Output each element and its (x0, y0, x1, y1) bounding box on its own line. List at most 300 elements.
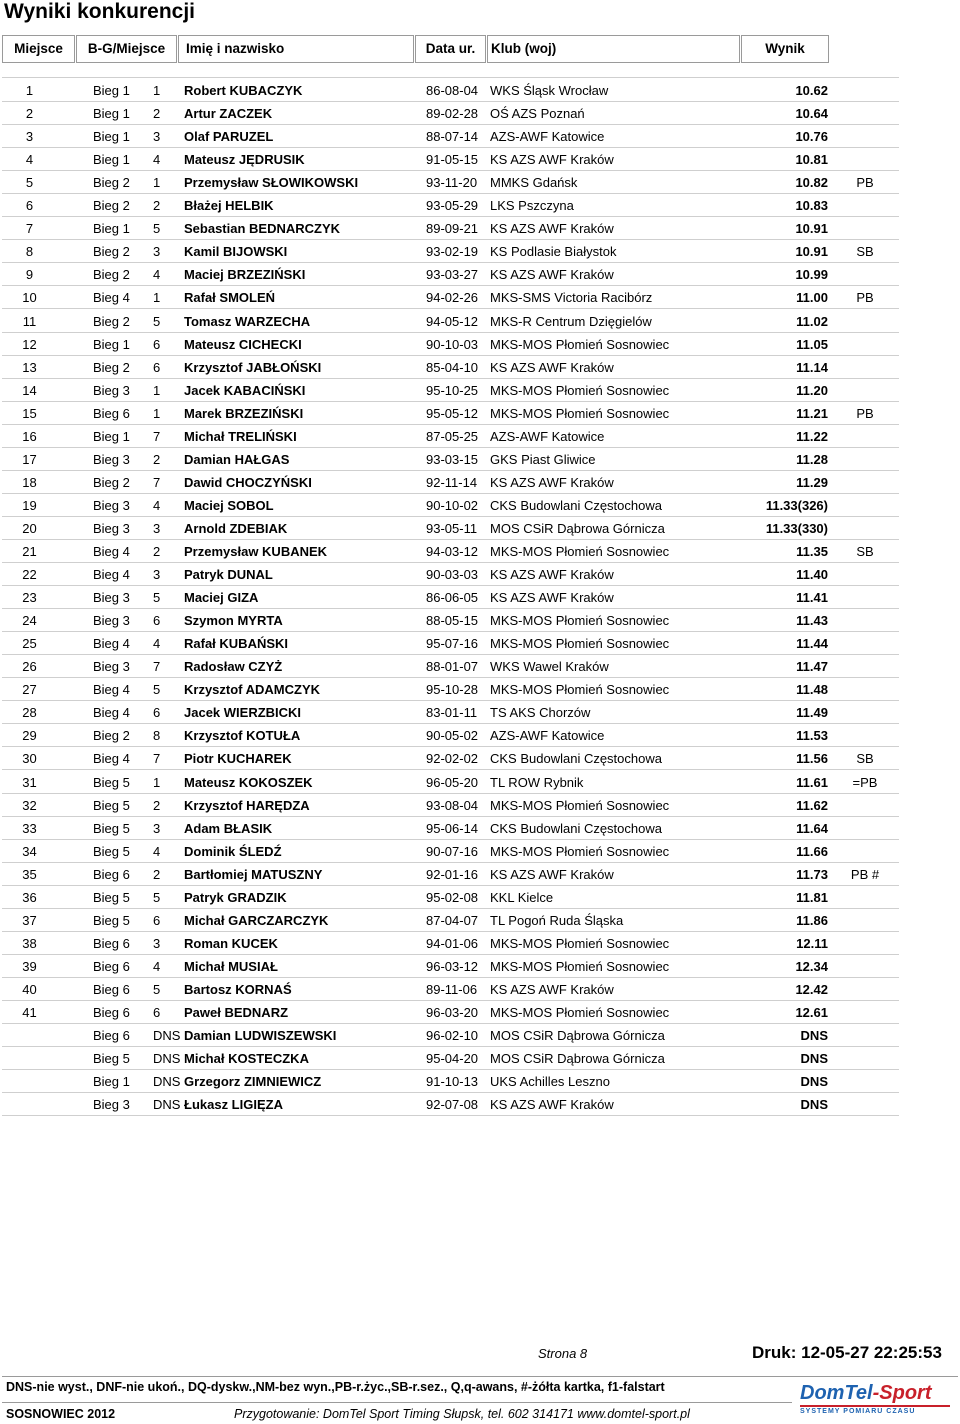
cell-club: KS AZS AWF Kraków (490, 590, 614, 606)
cell-club: KS AZS AWF Kraków (490, 866, 614, 882)
cell-place: 38 (22, 935, 37, 951)
cell-name: Krzysztof KOTUŁA (184, 728, 301, 744)
cell-result: 11.02 (796, 313, 828, 329)
cell-lane: 6 (153, 1005, 161, 1020)
cell-lane: 3 (153, 567, 161, 583)
cell-result: 11.35 (796, 544, 828, 559)
table-row (0, 678, 960, 701)
cell-club: MOS CSiR Dąbrowa Górnicza (490, 1028, 665, 1044)
cell-name: Michał GARCZARCZYK (184, 912, 329, 928)
cell-heat: Bieg 4 (93, 751, 130, 767)
cell-club: OŚ AZS Poznań (490, 106, 585, 122)
cell-heat: Bieg 5 (93, 820, 130, 836)
cell-note: SB (856, 751, 874, 767)
table-row (0, 747, 960, 770)
table-row (0, 79, 960, 102)
cell-club: MOS CSiR Dąbrowa Górnicza (490, 1051, 665, 1067)
cell-heat: Bieg 3 (93, 451, 130, 467)
cell-place: 15 (22, 405, 37, 421)
cell-club: KS AZS AWF Kraków (490, 567, 614, 583)
cell-dob: 93-11-20 (426, 175, 478, 191)
cell-club: KS AZS AWF Kraków (490, 359, 614, 375)
cell-lane: 3 (153, 935, 161, 951)
cell-lane: 7 (153, 474, 161, 490)
cell-dob: 90-07-16 (426, 843, 479, 859)
cell-result: 11.00 (796, 290, 828, 306)
cell-heat: Bieg 1 (93, 1074, 130, 1090)
cell-lane: 3 (153, 520, 161, 536)
cell-name: Krzysztof JABŁOŃSKI (184, 359, 322, 375)
cell-lane: 6 (153, 613, 161, 629)
cell-result: 11.05 (796, 336, 828, 352)
cell-dob: 93-05-11 (426, 520, 478, 536)
cell-heat: Bieg 2 (93, 198, 130, 214)
cell-lane: 2 (153, 544, 161, 559)
cell-place: 33 (22, 820, 37, 836)
cell-club: AZS-AWF Katowice (490, 428, 605, 444)
header-heat-label: B-G/Miejsce (87, 41, 166, 56)
table-row (0, 909, 960, 932)
cell-place: 29 (22, 728, 37, 744)
cell-club: TS AKS Chorzów (490, 705, 591, 721)
cell-heat: Bieg 6 (93, 405, 130, 421)
cell-result: 11.53 (796, 728, 828, 744)
cell-dob: 85-04-10 (426, 359, 479, 375)
cell-result: 11.40 (796, 567, 828, 583)
cell-lane: DNS (153, 1028, 181, 1044)
cell-name: Maciej GIZA (184, 590, 259, 606)
cell-dob: 86-06-05 (426, 590, 479, 606)
table-row (0, 701, 960, 724)
cell-heat: Bieg 5 (93, 889, 130, 905)
cell-place: 16 (22, 428, 37, 444)
cell-result: 10.76 (795, 129, 828, 145)
cell-note: PB # (850, 866, 880, 882)
cell-place: 4 (25, 152, 34, 168)
cell-heat: Bieg 3 (93, 520, 130, 536)
cell-club: KS AZS AWF Kraków (490, 221, 614, 237)
cell-club: MKS-MOS Płomień Sosnowiec (490, 636, 670, 652)
cell-club: UKS Achilles Leszno (490, 1074, 610, 1090)
table-row (0, 586, 960, 609)
cell-dob: 92-02-02 (426, 751, 479, 767)
cell-result: 10.81 (795, 152, 828, 168)
cell-name: Przemysław KUBANEK (184, 544, 328, 559)
cell-dob: 88-07-14 (426, 129, 479, 145)
cell-name: Michał KOSTECZKA (184, 1051, 309, 1067)
cell-result: 12.34 (795, 958, 828, 974)
cell-dob: 92-07-08 (426, 1097, 479, 1113)
cell-lane: 4 (153, 152, 161, 168)
footer-rule-bottom (2, 1402, 792, 1403)
cell-club: KS AZS AWF Kraków (490, 474, 614, 490)
cell-place: 32 (22, 797, 37, 813)
cell-name: Krzysztof ADAMCZYK (184, 682, 321, 698)
cell-dob: 92-01-16 (426, 866, 479, 882)
cell-lane: 7 (153, 751, 161, 767)
cell-lane: 4 (153, 636, 161, 652)
cell-result: 11.20 (796, 382, 828, 398)
table-row (0, 425, 960, 448)
cell-note: PB (856, 405, 874, 421)
cell-place: 18 (22, 474, 37, 490)
logo-wordmark (800, 1383, 950, 1403)
cell-dob: 95-10-28 (426, 682, 479, 698)
cell-lane: 7 (153, 428, 161, 444)
cell-club: MKS-MOS Płomień Sosnowiec (490, 382, 670, 398)
cell-club: WKS Śląsk Wrocław (490, 83, 609, 98)
cell-name: Szymon MYRTA (184, 613, 283, 629)
cell-club: MKS-MOS Płomień Sosnowiec (490, 682, 670, 698)
cell-heat: Bieg 6 (93, 981, 130, 997)
cell-place: 17 (22, 451, 37, 467)
header-name-label: Imię i nazwisko (186, 41, 285, 56)
cell-heat: Bieg 1 (93, 152, 130, 168)
cell-place: 31 (22, 774, 37, 790)
cell-name: Grzegorz ZIMNIEWICZ (184, 1074, 322, 1090)
cell-dob: 96-02-10 (426, 1028, 479, 1044)
cell-name: Mateusz CICHECKI (184, 336, 302, 352)
cell-dob: 93-02-19 (426, 244, 479, 260)
cell-place: 25 (22, 636, 37, 652)
cell-name: Tomasz WARZECHA (184, 313, 311, 329)
table-row (0, 310, 960, 333)
cell-heat: Bieg 2 (93, 244, 130, 260)
cell-lane: 4 (153, 958, 161, 974)
cell-heat: Bieg 2 (93, 359, 130, 375)
cell-dob: 91-05-15 (426, 152, 479, 168)
cell-lane: 5 (153, 313, 161, 329)
header-club (487, 35, 740, 63)
cell-place: 34 (22, 843, 37, 859)
cell-result: 11.29 (796, 474, 828, 490)
cell-result: 12.42 (795, 981, 828, 997)
cell-club: TL Pogoń Ruda Śląska (490, 912, 624, 928)
cell-heat: Bieg 6 (93, 935, 130, 951)
cell-dob: 89-09-21 (426, 221, 479, 237)
cell-lane: DNS (153, 1097, 181, 1113)
cell-lane: 5 (153, 682, 161, 698)
table-row (0, 1093, 960, 1116)
cell-dob: 87-04-07 (426, 912, 479, 928)
cell-result: 11.22 (796, 428, 828, 444)
cell-lane: 6 (153, 359, 161, 375)
cell-result: DNS (800, 1097, 828, 1113)
table-row (0, 263, 960, 286)
cell-note: PB (856, 290, 874, 306)
cell-heat: Bieg 2 (93, 313, 130, 329)
cell-result: 10.83 (795, 198, 828, 214)
cell-name: Bartłomiej MATUSZNY (184, 866, 323, 882)
cell-club: GKS Piast Gliwice (490, 451, 596, 467)
cell-result: 11.86 (796, 912, 828, 928)
cell-dob: 95-04-20 (426, 1051, 479, 1067)
table-row (0, 125, 960, 148)
cell-place: 5 (25, 175, 34, 191)
cell-lane: 1 (153, 175, 161, 191)
cell-lane: 1 (153, 774, 161, 790)
cell-dob: 95-10-25 (426, 382, 479, 398)
cell-place: 11 (22, 313, 37, 329)
cell-club: CKS Budowlani Częstochowa (490, 497, 662, 513)
cell-dob: 92-11-14 (426, 474, 478, 490)
cell-name: Bartosz KORNAŚ (184, 981, 292, 997)
table-row (0, 356, 960, 379)
footer-rule-top (2, 1376, 958, 1377)
cell-lane: 1 (153, 83, 161, 98)
cell-place: 41 (22, 1005, 37, 1020)
table-row (0, 932, 960, 955)
table-row (0, 1024, 960, 1047)
table-row (0, 540, 960, 563)
cell-heat: Bieg 3 (93, 382, 130, 398)
cell-dob: 93-03-27 (426, 267, 479, 283)
cell-name: Maciej SOBOL (184, 497, 274, 513)
cell-club: KKL Kielce (490, 889, 554, 905)
cell-name: Sebastian BEDNARCZYK (184, 221, 341, 237)
cell-place: 10 (22, 290, 37, 306)
cell-heat: Bieg 2 (93, 267, 130, 283)
cell-dob: 95-07-16 (426, 636, 479, 652)
cell-result: DNS (800, 1028, 828, 1044)
cell-place: 19 (22, 497, 37, 513)
cell-lane: 2 (153, 106, 161, 122)
cell-lane: 3 (153, 244, 161, 260)
header-dob-label: Data ur. (425, 41, 476, 56)
cell-name: Piotr KUCHAREK (184, 751, 292, 767)
cell-heat: Bieg 6 (93, 866, 130, 882)
cell-result: 11.56 (796, 751, 828, 767)
cell-club: AZS-AWF Katowice (490, 728, 605, 744)
table-row (0, 333, 960, 356)
table-row (0, 794, 960, 817)
cell-result: DNS (800, 1074, 828, 1090)
cell-club: CKS Budowlani Częstochowa (490, 751, 662, 767)
cell-club: MOS CSiR Dąbrowa Górnicza (490, 520, 665, 536)
table-row (0, 771, 960, 794)
cell-result: 11.33(330) (765, 520, 828, 536)
table-row (0, 724, 960, 747)
cell-place: 8 (25, 244, 34, 260)
cell-heat: Bieg 2 (93, 474, 130, 490)
cell-place: 20 (22, 520, 37, 536)
cell-note: =PB (852, 774, 878, 790)
cell-heat: Bieg 1 (93, 221, 130, 237)
cell-name: Łukasz LIGIĘZA (184, 1097, 283, 1113)
cell-club: KS AZS AWF Kraków (490, 981, 614, 997)
cell-note: SB (856, 544, 874, 559)
cell-heat: Bieg 6 (93, 1028, 130, 1044)
cell-result: 11.61 (796, 774, 828, 790)
cell-place: 7 (25, 221, 34, 237)
cell-club: MKS-MOS Płomień Sosnowiec (490, 843, 670, 859)
cell-heat: Bieg 3 (93, 590, 130, 606)
table-row (0, 1070, 960, 1093)
cell-club: MKS-MOS Płomień Sosnowiec (490, 405, 670, 421)
cell-place: 6 (25, 198, 34, 214)
cell-dob: 88-05-15 (426, 613, 479, 629)
cell-result: 10.64 (795, 106, 828, 122)
cell-name: Patryk DUNAL (184, 567, 273, 583)
cell-heat: Bieg 3 (93, 613, 130, 629)
cell-dob: 89-11-06 (426, 981, 478, 997)
cell-lane: 2 (153, 866, 161, 882)
cell-result: 11.48 (796, 682, 828, 698)
cell-club: WKS Wawel Kraków (490, 659, 609, 675)
cell-dob: 93-08-04 (426, 797, 479, 813)
domtel-logo (800, 1383, 950, 1421)
cell-club: MKS-MOS Płomień Sosnowiec (490, 1005, 670, 1020)
cell-result: 10.99 (795, 267, 828, 283)
cell-lane: 5 (153, 981, 161, 997)
header-result-label: Wynik (765, 41, 805, 56)
cell-name: Radosław CZYŻ (184, 659, 283, 675)
cell-name: Olaf PARUZEL (184, 129, 274, 145)
cell-heat: Bieg 4 (93, 567, 130, 583)
cell-name: Rafał SMOLEŃ (184, 290, 276, 306)
cell-club: KS Podlasie Białystok (490, 244, 617, 260)
cell-result: 11.62 (796, 797, 828, 813)
cell-place: 9 (25, 267, 34, 283)
cell-place: 1 (25, 83, 34, 98)
cell-lane: 1 (153, 382, 161, 398)
cell-dob: 96-03-12 (426, 958, 479, 974)
cell-place: 28 (22, 705, 37, 721)
table-row (0, 471, 960, 494)
cell-result: 11.41 (796, 590, 828, 606)
cell-place: 21 (22, 544, 37, 559)
cell-heat: Bieg 5 (93, 912, 130, 928)
cell-name: Mateusz KOKOSZEK (184, 774, 313, 790)
cell-dob: 95-05-12 (426, 405, 479, 421)
cell-place: 35 (22, 866, 37, 882)
cell-lane: 4 (153, 843, 161, 859)
print-timestamp: Druk: 12-05-27 22:25:53 (752, 1343, 942, 1362)
cell-place: 36 (22, 889, 37, 905)
cell-heat: Bieg 2 (93, 175, 130, 191)
cell-dob: 94-05-12 (426, 313, 479, 329)
cell-lane: 5 (153, 590, 161, 606)
table-row (0, 102, 960, 125)
cell-place: 39 (22, 958, 37, 974)
cell-note: PB (856, 175, 874, 191)
cell-lane: 3 (153, 820, 161, 836)
cell-result: 11.73 (796, 866, 828, 882)
cell-name: Michał MUSIAŁ (184, 958, 278, 974)
event-city: SOSNOWIEC 2012 (6, 1407, 116, 1421)
cell-place: 26 (22, 659, 37, 675)
cell-heat: Bieg 6 (93, 958, 130, 974)
cell-lane: DNS (153, 1074, 181, 1090)
cell-place: 3 (25, 129, 34, 145)
cell-heat: Bieg 3 (93, 497, 130, 513)
cell-name: Robert KUBACZYK (184, 83, 303, 98)
cell-club: CKS Budowlani Częstochowa (490, 820, 662, 836)
table-row (0, 379, 960, 402)
logo-word-a: DomTel (800, 1382, 873, 1404)
prepared-by: Przygotowanie: DomTel Sport Timing Słupsk, tel. 602 314171 www.domtel-sport.pl (234, 1407, 690, 1421)
cell-lane: 7 (153, 659, 161, 675)
cell-result: 11.33(326) (765, 497, 828, 513)
cell-place: 13 (22, 359, 37, 375)
cell-club: LKS Pszczyna (490, 198, 574, 214)
cell-dob: 91-10-13 (426, 1074, 479, 1090)
cell-club: MKS-MOS Płomień Sosnowiec (490, 336, 670, 352)
table-row (0, 494, 960, 517)
cell-name: Jacek KABACIŃSKI (184, 382, 306, 398)
cell-heat: Bieg 1 (93, 106, 130, 122)
cell-name: Krzysztof HARĘDZA (184, 797, 310, 813)
cell-lane: 8 (153, 728, 161, 744)
header-heat (76, 35, 177, 63)
cell-name: Rafał KUBAŃSKI (184, 636, 289, 652)
legend-text: DNS-nie wyst., DNF-nie ukoń., DQ-dyskw.,NM-bez wyn.,PB-r.życ.,SB-r.sez., Q,q-awans, #-żółta kartka, f1-falstart (6, 1380, 665, 1394)
cell-heat: Bieg 6 (93, 1005, 130, 1020)
table-row (0, 655, 960, 678)
cell-dob: 94-03-12 (426, 544, 479, 559)
cell-lane: 2 (153, 198, 161, 214)
table-row (0, 840, 960, 863)
cell-heat: Bieg 5 (93, 1051, 130, 1067)
cell-lane: 3 (153, 129, 161, 145)
cell-name: Jacek WIERZBICKI (184, 705, 302, 721)
cell-note: SB (856, 244, 874, 260)
cell-place: 27 (22, 682, 37, 698)
cell-name: Maciej BRZEZIŃSKI (184, 267, 306, 283)
cell-dob: 95-02-08 (426, 889, 479, 905)
cell-lane: 5 (153, 889, 161, 905)
header-dob (415, 35, 486, 63)
table-top-rule (2, 77, 899, 78)
cell-result: 10.62 (795, 83, 828, 98)
logo-subtitle: SYSTEMY POMIARU CZASU (800, 1405, 950, 1415)
table-row (0, 886, 960, 909)
header-club-label: Klub (woj) (491, 41, 557, 56)
cell-result: 11.47 (796, 659, 828, 675)
cell-heat: Bieg 2 (93, 728, 130, 744)
cell-lane: 6 (153, 336, 161, 352)
cell-dob: 86-08-04 (426, 83, 479, 98)
cell-place: 2 (25, 106, 34, 122)
cell-result: 12.61 (795, 1005, 828, 1020)
cell-name: Roman KUCEK (184, 935, 278, 951)
cell-lane: 4 (153, 267, 161, 283)
cell-name: Dawid CHOCZYŃSKI (184, 474, 312, 490)
cell-club: TL ROW Rybnik (490, 774, 584, 790)
table-row (0, 286, 960, 309)
cell-dob: 93-03-15 (426, 451, 479, 467)
cell-heat: Bieg 4 (93, 290, 130, 306)
table-row (0, 240, 960, 263)
table-row (0, 402, 960, 425)
cell-place: 23 (22, 590, 37, 606)
table-row (0, 194, 960, 217)
header-result (741, 35, 829, 63)
cell-lane: 1 (153, 405, 161, 421)
cell-result: 11.44 (796, 636, 828, 652)
cell-heat: Bieg 1 (93, 428, 130, 444)
cell-club: MKS-MOS Płomień Sosnowiec (490, 935, 670, 951)
cell-place: 37 (22, 912, 37, 928)
cell-place: 22 (22, 567, 37, 583)
cell-heat: Bieg 3 (93, 659, 130, 675)
table-row (0, 978, 960, 1001)
cell-club: AZS-AWF Katowice (490, 129, 605, 145)
cell-result: 10.91 (795, 244, 828, 260)
cell-name: Damian LUDWISZEWSKI (184, 1028, 337, 1044)
cell-heat: Bieg 5 (93, 843, 130, 859)
cell-result: 10.91 (795, 221, 828, 237)
